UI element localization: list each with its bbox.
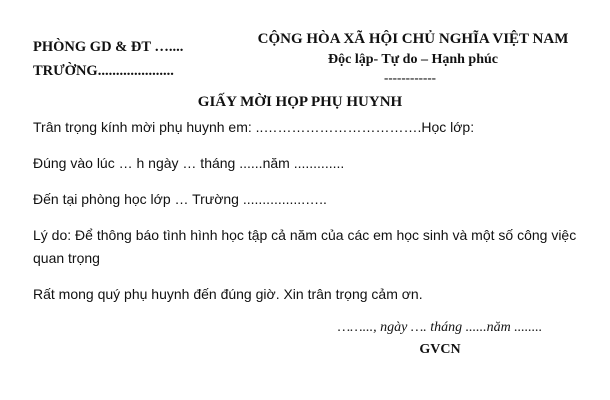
department-label: PHÒNG GD & ĐT ….... [33,39,184,55]
reason-line: Lý do: Để thông báo tình hình học tập cả năm của các em học sinh và một số công việc [33,227,577,243]
motto: Độc lập- Tự do – Hạnh phúc [328,52,498,67]
country-heading: CỘNG HÒA XÃ HỘI CHỦ NGHĨA VIỆT NAM [257,31,569,47]
location-line: Đến tại phòng học lớp … Trường ................….. [33,191,327,207]
document-title: GIẤY MỜI HỌP PHỤ HUYNH [197,94,403,110]
signature-role: GVCN [419,342,461,357]
signature-date: ……..., ngày …. tháng ......năm ........ [337,320,543,335]
closing-line: Rất mong quý phụ huynh đến đúng giờ. Xin trân trọng cảm ơn. [33,286,423,302]
invitation-line: Trân trọng kính mời phụ huynh em: ..…………………………….Học lớp: [33,119,475,135]
time-line: Đúng vào lúc … h ngày … tháng ......năm ............. [33,155,345,171]
school-label: TRƯỜNG..................... [33,63,174,79]
header-separator: ------------ [384,70,436,85]
reason-line-continued: quan trọng [33,250,100,266]
